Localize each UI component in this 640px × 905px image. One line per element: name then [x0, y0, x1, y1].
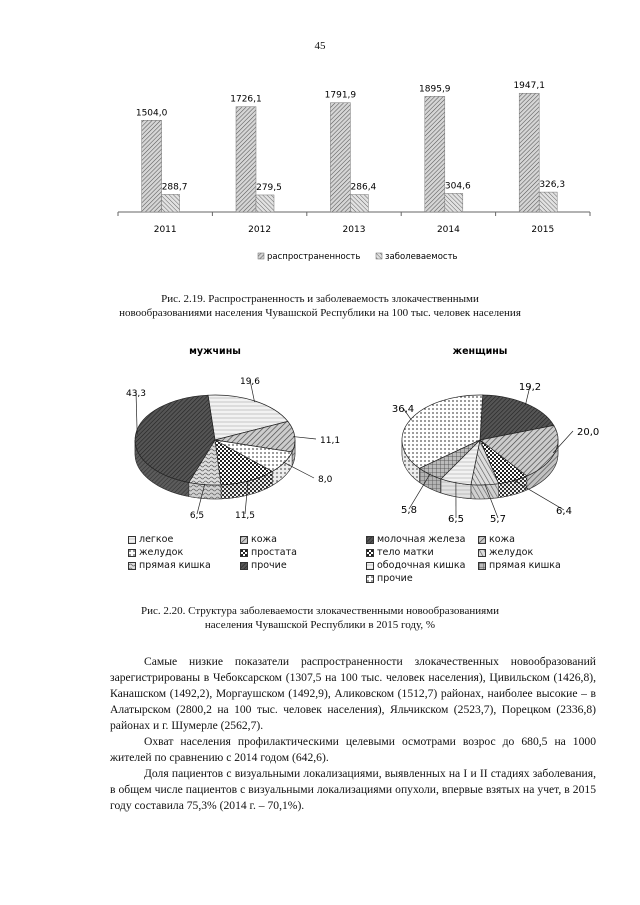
bar-распространенность-2015: [519, 93, 539, 212]
legend-item: [128, 547, 183, 558]
legend-swatch: [366, 575, 374, 583]
slice-label: 43,3: [125, 389, 147, 399]
legend-label: прочие: [251, 560, 287, 571]
data-label: 1947,1: [513, 81, 545, 92]
caption-line-2: населения Чувашской Республики в 2015 году, %: [204, 619, 436, 631]
pie-charts: [0, 340, 640, 540]
x-tick-label: 2013: [342, 225, 366, 235]
slice-label: 5,8: [401, 505, 417, 516]
legend-item: [128, 534, 173, 545]
legend-swatch: [258, 253, 264, 259]
legend-swatch: [376, 253, 382, 259]
legend-item: [366, 534, 465, 545]
legend-item: [478, 534, 515, 545]
legend-label: желудок: [489, 547, 534, 558]
legend-swatch: [478, 536, 486, 544]
data-label: 288,7: [161, 182, 188, 193]
bar-заболеваемость-2011: [162, 194, 180, 212]
leader-line: [293, 437, 316, 439]
pie-title: мужчины: [189, 346, 241, 357]
data-label: 1726,1: [230, 94, 262, 105]
x-tick-label: 2012: [248, 225, 272, 235]
pie-title: женщины: [452, 346, 508, 357]
data-label: 1895,9: [419, 84, 451, 95]
legend-swatch: [128, 549, 136, 557]
slice-label: 19,6: [239, 377, 261, 387]
slice-label: 6,4: [556, 506, 572, 517]
legend-label: кожа: [489, 534, 515, 545]
women-legend: [366, 534, 586, 594]
body-text: [110, 654, 596, 814]
data-label: 1504,0: [135, 108, 168, 119]
legend-swatch: [366, 549, 374, 557]
x-tick-label: 2011: [153, 225, 177, 235]
bar-заболеваемость-2015: [539, 192, 557, 212]
slice-label: 5,7: [490, 514, 506, 525]
caption-line-1: Рис. 2.19. Распространенность и заболеваемость злокачественными: [161, 293, 479, 305]
caption-line-1: Рис. 2.20. Структура заболеваемости злокачественными новообразованиями: [140, 605, 500, 617]
slice-label: 6,5: [448, 514, 464, 525]
legend-swatch: [240, 536, 248, 544]
legend-item: [478, 547, 533, 558]
data-label: 279,5: [256, 182, 282, 193]
men-legend: [128, 534, 348, 584]
legend-item: [366, 547, 434, 558]
legend-label: распространенность: [267, 252, 361, 262]
caption-line-2: новообразованиями населения Чувашской Республики на 100 тыс. человек населения: [119, 307, 521, 319]
bar-заболеваемость-2012: [256, 195, 274, 212]
legend-label: прямая кишка: [139, 560, 211, 571]
legend-label: легкое: [139, 534, 174, 545]
legend-label: тело матки: [377, 547, 434, 558]
legend-label: желудок: [139, 547, 184, 558]
slice-label: 11,1: [320, 436, 341, 446]
legend-swatch: [128, 562, 136, 570]
data-label: 286,4: [350, 182, 377, 193]
bar-распространенность-2011: [142, 120, 162, 212]
legend-item: [478, 560, 561, 571]
paragraph: Доля пациентов с визуальными локализациями, выявленных на I и II стадиях заболевания, в общем числе пациентов с визуальными локализациями опухоли, впервые взятых на учет, в 2015 году составила 75,3% (2014 г. – 70,1%).: [110, 767, 596, 812]
x-tick-label: 2014: [436, 225, 460, 235]
legend-label: ободочная кишка: [377, 560, 466, 571]
data-label: 304,6: [444, 181, 471, 192]
slice-label: 8,0: [318, 475, 333, 485]
legend-swatch: [128, 536, 136, 544]
bar-распространенность-2013: [330, 103, 350, 212]
legend-swatch: [240, 549, 248, 557]
slice-label: 20,0: [577, 427, 600, 438]
legend-swatch: [240, 562, 248, 570]
x-tick-label: 2015: [531, 225, 555, 235]
slice-label: 11,5: [234, 511, 256, 521]
figure-2-20-caption: [60, 604, 580, 632]
bar-распространенность-2012: [236, 107, 256, 212]
legend-label: прямая кишка: [489, 560, 561, 571]
legend-item: [366, 573, 413, 584]
legend-label: молочная железа: [377, 534, 466, 545]
page-number: 45: [314, 40, 326, 52]
legend-item: [240, 547, 297, 558]
data-label: 326,3: [539, 180, 566, 191]
legend-item: [240, 534, 277, 545]
legend-label: заболеваемость: [385, 252, 458, 262]
bar-распространенность-2014: [425, 96, 445, 212]
bar-заболеваемость-2014: [445, 193, 463, 212]
legend-label: прочие: [377, 573, 413, 584]
slice-label: 19,2: [518, 382, 542, 393]
legend-item: [240, 560, 287, 571]
slice-label: 6,5: [189, 511, 205, 521]
legend-label: простата: [251, 547, 297, 558]
legend-swatch: [478, 562, 486, 570]
legend-swatch: [478, 549, 486, 557]
legend-item: [366, 560, 465, 571]
figure-2-19-caption: [60, 292, 580, 320]
bar-заболеваемость-2013: [350, 195, 368, 212]
data-label: 1791,9: [324, 90, 357, 101]
legend-item: [128, 560, 211, 571]
legend-label: кожа: [251, 534, 277, 545]
paragraph: Охват населения профилактическими целевыми осмотрами возрос до 680,5 на 1000 жителей по сравнению с 2014 годом (642,6).: [110, 735, 596, 764]
legend-swatch: [366, 536, 374, 544]
paragraph: Самые низкие показатели распространенности злокачественных новообразований зарегистрированы в Чебоксарском (1307,5 на 100 тыс. человек населения), Цивильском (1426,8), Канашском (1492,2), Моргаушском (1492,9), Аликовском (1512,7) районах, наиболее высокие – в Алатырском (2800,2 на 100 тыс. человек населения), Яльчикском (2523,7), Порецком (2336,8) районах и г. Шумерле (2562,7).: [110, 655, 596, 732]
pie-side-желудок: [471, 484, 499, 499]
legend-swatch: [366, 562, 374, 570]
slice-label: 36,4: [391, 404, 415, 415]
